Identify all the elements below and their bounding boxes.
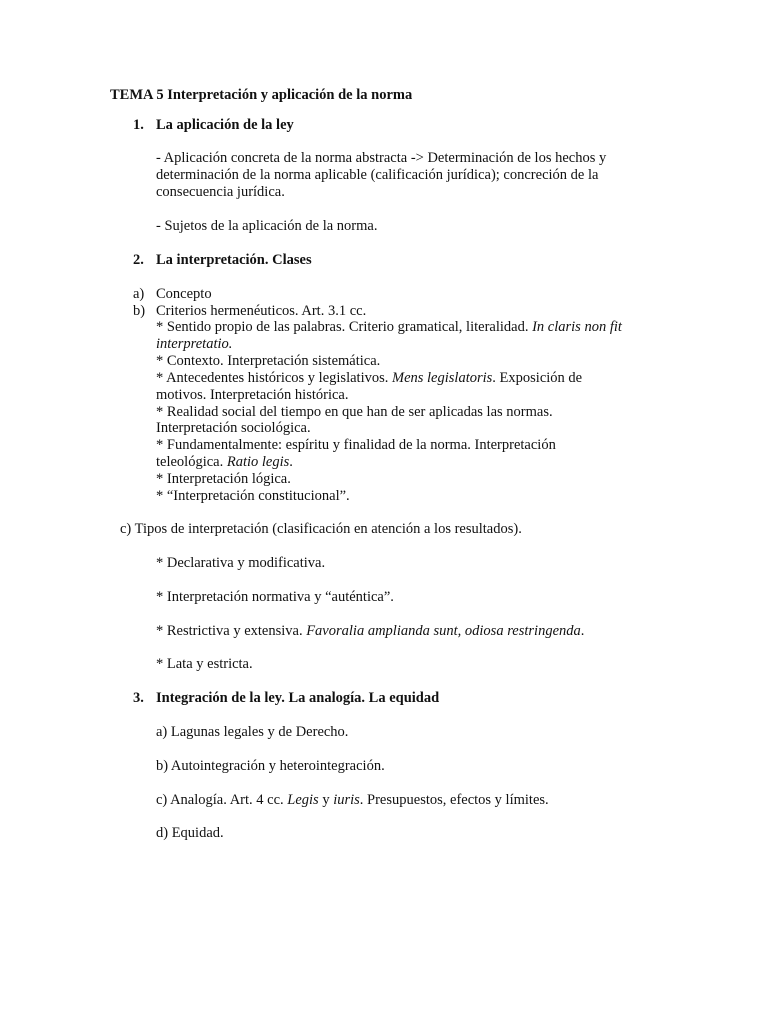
- section-3-number: 3.: [133, 690, 144, 706]
- criterion-text: .: [289, 454, 293, 470]
- section-3-heading: Integración de la ley. La analogía. La equidad: [156, 690, 440, 706]
- criterion-line: * “Interpretación constitucional”.: [156, 488, 350, 504]
- type-text: * Restrictiva y extensiva.: [156, 623, 307, 639]
- list-item-concepto: Concepto: [156, 286, 212, 302]
- criterion-text: * Antecedentes históricos y legislativos.: [156, 370, 392, 386]
- section-1-heading: La aplicación de la ley: [156, 117, 294, 133]
- criterion-line: * Interpretación lógica.: [156, 471, 291, 487]
- section-3-item: d) Equidad.: [156, 825, 224, 841]
- list-item-tipos: c) Tipos de interpretación (clasificación en atención a los resultados).: [120, 521, 522, 537]
- section-3-item: a) Lagunas legales y de Derecho.: [156, 724, 349, 740]
- criterion-line: [156, 454, 293, 471]
- criterion-line: * Fundamentalmente: espíritu y finalidad de la norma. Interpretación: [156, 437, 556, 453]
- list-marker-a: a): [133, 286, 145, 302]
- criterion-text: * Sentido propio de las palabras. Criterio gramatical, literalidad.: [156, 319, 533, 335]
- criterion-line: [156, 319, 622, 336]
- latin-phrase: Favoralia amplianda sunt, odiosa restringenda: [306, 623, 581, 639]
- criterion-line: motivos. Interpretación histórica.: [156, 387, 349, 403]
- section-2-number: 2.: [133, 252, 144, 268]
- type-item: * Lata y estricta.: [156, 656, 253, 672]
- list-marker-b: b): [133, 303, 146, 319]
- latin-phrase: In claris non fit: [532, 319, 622, 335]
- item-text: c) Analogía. Art. 4 cc.: [156, 792, 288, 808]
- item-text: . Presupuestos, efectos y límites.: [359, 792, 549, 808]
- criterion-line: Interpretación sociológica.: [156, 420, 311, 436]
- type-item: [156, 623, 584, 640]
- latin-word: Legis: [287, 792, 319, 808]
- section-3-item: [156, 792, 549, 809]
- latin-phrase: interpretatio.: [156, 336, 233, 352]
- criterion-line: [156, 336, 232, 353]
- section-1-number: 1.: [133, 117, 144, 133]
- criterion-line: * Contexto. Interpretación sistemática.: [156, 353, 381, 369]
- list-item-criterios: Criterios hermenéuticos. Art. 3.1 cc.: [156, 303, 367, 319]
- latin-word: iuris: [333, 792, 360, 808]
- type-text: .: [580, 623, 585, 639]
- section-1-paragraph-line: - Aplicación concreta de la norma abstracta -> Determinación de los hechos y: [156, 150, 607, 166]
- section-2-heading: La interpretación. Clases: [156, 252, 312, 268]
- type-item: * Declarativa y modificativa.: [156, 555, 326, 571]
- document-title: TEMA 5 Interpretación y aplicación de la norma: [110, 87, 413, 103]
- criterion-text: teleológica.: [156, 454, 227, 470]
- criterion-line: [156, 370, 582, 387]
- section-3-item: b) Autointegración y heterointegración.: [156, 758, 385, 774]
- section-1-paragraph-line: consecuencia jurídica.: [156, 184, 285, 200]
- latin-phrase: Ratio legis: [226, 454, 290, 470]
- item-text: y: [318, 792, 334, 808]
- type-item: * Interpretación normativa y “auténtica”.: [156, 589, 394, 605]
- section-1-paragraph: - Sujetos de la aplicación de la norma.: [156, 218, 378, 234]
- section-1-paragraph-line: determinación de la norma aplicable (calificación jurídica); concreción de la: [156, 167, 599, 183]
- criterion-line: * Realidad social del tiempo en que han de ser aplicadas las normas.: [156, 404, 553, 420]
- latin-phrase: Mens legislatoris: [392, 370, 493, 386]
- criterion-text: . Exposición de: [492, 370, 583, 386]
